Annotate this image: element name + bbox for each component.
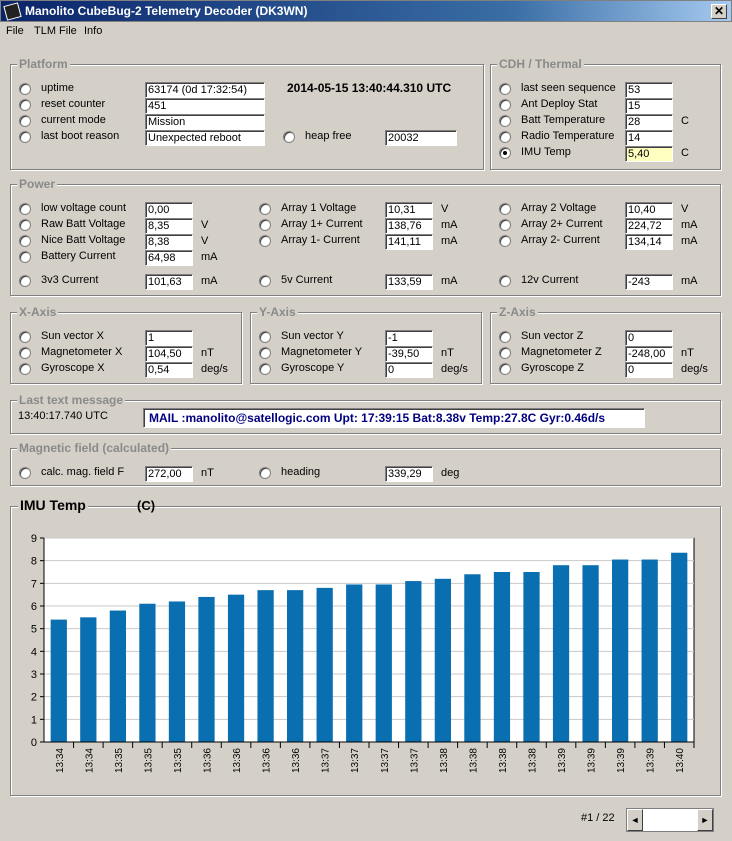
x-tick-label: 13:39: [586, 748, 598, 774]
bar: [110, 611, 126, 742]
sun-vector-z-field: 0: [625, 330, 673, 346]
nice-batt-voltage-field: 8,38: [145, 234, 193, 250]
magnetometer-x-field: 104,50: [145, 346, 193, 362]
chart-title: IMU Temp: [20, 497, 86, 513]
x-tick-label: 13:39: [557, 748, 569, 774]
title-bar: [0, 0, 732, 22]
scroll-right-button[interactable]: ►: [697, 809, 713, 831]
label-reset-counter: reset counter: [41, 98, 106, 110]
unit-ma: mA: [441, 275, 458, 287]
unit-v: V: [201, 219, 209, 231]
x-tick-label: 13:36: [291, 748, 303, 774]
radio-array2-plus-current[interactable]: [499, 219, 511, 231]
radio-reset-counter[interactable]: [19, 99, 31, 111]
unit-c: C: [681, 147, 689, 159]
group-title: Magnetic field (calculated): [19, 441, 170, 455]
x-tick-label: 13:34: [54, 748, 66, 774]
label-12v-current: 12v Current: [521, 274, 579, 286]
label-heading: heading: [281, 466, 321, 478]
radio-gyroscope-y[interactable]: [259, 363, 271, 375]
unit-nt: nT: [441, 347, 454, 359]
bar: [612, 560, 628, 742]
radio-last-boot-reason[interactable]: [19, 131, 31, 143]
group-title: Last text message: [19, 393, 124, 407]
label-uptime: uptime: [41, 82, 75, 94]
unit-ma: mA: [441, 219, 458, 231]
x-tick-label: 13:39: [645, 748, 657, 774]
y-tick-label: 7: [30, 578, 37, 591]
x-tick-label: 13:37: [320, 748, 332, 774]
label-array2-minus-current: Array 2- Current: [521, 234, 600, 246]
bar: [435, 579, 451, 742]
label-sun-vector-x: Sun vector X: [41, 330, 104, 342]
magnetometer-y-field: -39,50: [385, 346, 433, 362]
label-array2-voltage: Array 2 Voltage: [521, 202, 597, 214]
label-calc-mag-field: calc. mag. field F: [41, 466, 125, 478]
label-raw-batt-voltage: Raw Batt Voltage: [41, 218, 126, 230]
label-gyroscope-y: Gyroscope Y: [281, 362, 345, 374]
label-array1-plus-current: Array 1+ Current: [281, 218, 363, 230]
unit-nt: nT: [201, 467, 214, 479]
group-title: Y-Axis: [259, 305, 296, 319]
radio-heap-free[interactable]: [283, 131, 295, 143]
bar: [169, 601, 185, 742]
heading-field: 339,29: [385, 466, 433, 482]
bar: [346, 584, 362, 742]
label-5v-current: 5v Current: [281, 274, 333, 286]
label-array2-plus-current: Array 2+ Current: [521, 218, 603, 230]
radio-5v-current[interactable]: [259, 275, 271, 287]
last-message-time: 13:40:17.740 UTC: [18, 410, 108, 422]
radio-sun-vector-y[interactable]: [259, 331, 271, 343]
label-low-voltage-count: low voltage count: [41, 202, 126, 214]
bar: [257, 590, 273, 742]
x-tick-label: 13:36: [261, 748, 273, 774]
label-current-mode: current mode: [41, 114, 106, 126]
radio-array1-plus-current[interactable]: [259, 219, 271, 231]
array2-voltage-field: 10,40: [625, 202, 673, 218]
last-message-text: MAIL :manolito@satellogic.com Upt: 17:39:15 Bat:8.38v Temp:27.8C Gyr:0.46d/s: [143, 408, 645, 428]
radio-magnetometer-z[interactable]: [499, 347, 511, 359]
menu-file[interactable]: File: [6, 25, 24, 37]
x-tick-label: 13:37: [409, 748, 421, 774]
radio-raw-batt-voltage[interactable]: [19, 219, 31, 231]
bar: [51, 620, 67, 742]
unit-deg-s: deg/s: [681, 363, 708, 375]
group-title: Z-Axis: [499, 305, 536, 319]
bar: [80, 617, 96, 742]
window-title: Manolito CubeBug-2 Telemetry Decoder (DK3WN): [25, 4, 308, 18]
radio-batt-temperature[interactable]: [499, 115, 511, 127]
current-mode-field: Mission: [145, 114, 265, 130]
menu-bar: [0, 22, 732, 42]
low-voltage-count-field: 0,00: [145, 202, 193, 218]
last-boot-reason-field: Unexpected reboot: [145, 130, 265, 146]
label-gyroscope-z: Gyroscope Z: [521, 362, 584, 374]
x-tick-label: 13:38: [468, 748, 480, 774]
unit-deg-s: deg/s: [201, 363, 228, 375]
bar: [523, 572, 539, 742]
unit-ma: mA: [681, 235, 698, 247]
label-heap-free: heap free: [305, 130, 352, 142]
bar: [287, 590, 303, 742]
5v-current-field: 133,59: [385, 274, 433, 290]
unit-ma: mA: [201, 275, 218, 287]
unit-ma: mA: [681, 275, 698, 287]
bar: [139, 604, 155, 742]
array2-plus-current-field: 224,72: [625, 218, 673, 234]
array1-voltage-field: 10,31: [385, 202, 433, 218]
radio-array2-voltage[interactable]: [499, 203, 511, 215]
record-counter: #1 / 22: [581, 812, 615, 824]
x-tick-label: 13:34: [84, 748, 96, 774]
label-sun-vector-y: Sun vector Y: [281, 330, 344, 342]
bar: [671, 553, 687, 742]
bar: [553, 565, 569, 742]
radio-last-seen-sequence[interactable]: [499, 83, 511, 95]
bar: [494, 572, 510, 742]
array2-minus-current-field: 134,14: [625, 234, 673, 250]
label-sun-vector-z: Sun vector Z: [521, 330, 584, 342]
radio-uptime[interactable]: [19, 83, 31, 95]
label-ant-deploy-stat: Ant Deploy Stat: [521, 98, 598, 110]
y-tick-label: 6: [30, 601, 37, 613]
bar: [376, 584, 392, 742]
unit-ma: mA: [201, 251, 218, 263]
label-3v3-current: 3v3 Current: [41, 274, 99, 286]
raw-batt-voltage-field: 8,35: [145, 218, 193, 234]
ant-deploy-stat-field: 15: [625, 98, 673, 114]
radio-array1-minus-current[interactable]: [259, 235, 271, 247]
radio-sun-vector-x[interactable]: [19, 331, 31, 343]
label-batt-temperature: Batt Temperature: [521, 114, 606, 126]
unit-c: C: [681, 115, 689, 127]
y-tick-label: 3: [30, 669, 37, 681]
radio-current-mode[interactable]: [19, 115, 31, 127]
y-tick-label: 8: [30, 555, 37, 568]
group-title: Platform: [19, 57, 68, 71]
12v-current-field: -243: [625, 274, 673, 290]
unit-nt: nT: [681, 347, 694, 359]
reset-counter-field: 451: [145, 98, 265, 114]
heap-free-field: 20032: [385, 130, 457, 146]
y-tick-label: 4: [30, 646, 37, 659]
gyroscope-y-field: 0: [385, 362, 433, 378]
menu-tlm-file[interactable]: TLM File: [34, 25, 77, 37]
label-radio-temperature: Radio Temperature: [521, 130, 615, 142]
3v3-current-field: 101,63: [145, 274, 193, 290]
bar: [582, 565, 598, 742]
x-tick-label: 13:39: [616, 748, 628, 774]
x-tick-label: 13:37: [379, 748, 391, 774]
bar: [642, 560, 658, 742]
x-tick-label: 13:38: [497, 748, 509, 774]
scroll-left-button[interactable]: ◄: [627, 809, 643, 831]
x-tick-label: 13:35: [113, 748, 125, 774]
radio-radio-temperature[interactable]: [499, 131, 511, 143]
radio-array2-minus-current[interactable]: [499, 235, 511, 247]
group-title: X-Axis: [19, 305, 57, 319]
label-last-boot-reason: last boot reason: [41, 130, 120, 142]
imu-temp-field: 5,40: [625, 146, 673, 162]
radio-sun-vector-z[interactable]: [499, 331, 511, 343]
x-tick-label: 13:38: [527, 748, 539, 774]
x-tick-label: 13:38: [438, 748, 450, 774]
y-tick-label: 5: [30, 623, 37, 636]
record-scrollbar[interactable]: [626, 808, 714, 832]
imu-temp-chart: [14, 520, 714, 790]
unit-v: V: [441, 203, 449, 215]
x-tick-label: 13:36: [202, 748, 214, 774]
unit-deg: deg: [441, 467, 460, 479]
array1-minus-current-field: 141,11: [385, 234, 433, 250]
battery-current-field: 64,98: [145, 250, 193, 266]
unit-deg-s: deg/s: [441, 363, 468, 375]
y-tick-label: 0: [30, 737, 37, 749]
uptime-field: 63174 (0d 17:32:54): [145, 82, 265, 98]
label-battery-current: Battery Current: [41, 250, 116, 262]
y-tick-label: 2: [30, 691, 37, 704]
x-tick-label: 13:40: [675, 748, 687, 774]
label-last-seen-sequence: last seen sequence: [521, 82, 616, 94]
label-imu-temp: IMU Temp: [521, 146, 571, 158]
x-tick-label: 13:35: [143, 748, 155, 774]
radio-12v-current[interactable]: [499, 275, 511, 287]
label-magnetometer-y: Magnetometer Y: [281, 346, 363, 358]
radio-gyroscope-z[interactable]: [499, 363, 511, 375]
bar: [228, 595, 244, 742]
y-tick-label: 1: [30, 714, 37, 727]
unit-nt: nT: [201, 347, 214, 359]
group-title: CDH / Thermal: [499, 57, 582, 71]
radio-3v3-current[interactable]: [19, 275, 31, 287]
calc-mag-field-field: 272,00: [145, 466, 193, 482]
bar: [464, 574, 480, 742]
radio-array1-voltage[interactable]: [259, 203, 271, 215]
label-array1-minus-current: Array 1- Current: [281, 234, 360, 246]
unit-ma: mA: [441, 235, 458, 247]
radio-gyroscope-x[interactable]: [19, 363, 31, 375]
radio-calc-mag-field[interactable]: [19, 467, 31, 479]
close-button[interactable]: ✕: [711, 4, 727, 19]
gyroscope-x-field: 0,54: [145, 362, 193, 378]
unit-v: V: [681, 203, 689, 215]
radio-battery-current[interactable]: [19, 251, 31, 263]
label-magnetometer-x: Magnetometer X: [41, 346, 123, 358]
label-gyroscope-x: Gyroscope X: [41, 362, 105, 374]
radio-low-voltage-count[interactable]: [19, 203, 31, 215]
array1-plus-current-field: 138,76: [385, 218, 433, 234]
radio-ant-deploy-stat[interactable]: [499, 99, 511, 111]
radio-magnetometer-y[interactable]: [259, 347, 271, 359]
unit-v: V: [201, 235, 209, 247]
sun-vector-y-field: -1: [385, 330, 433, 346]
sun-vector-x-field: 1: [145, 330, 193, 346]
last-seen-sequence-field: 53: [625, 82, 673, 98]
radio-magnetometer-x[interactable]: [19, 347, 31, 359]
radio-temperature-field: 14: [625, 130, 673, 146]
x-tick-label: 13:36: [232, 748, 244, 774]
label-nice-batt-voltage: Nice Batt Voltage: [41, 234, 126, 246]
y-tick-label: 9: [30, 533, 37, 545]
bar: [317, 588, 333, 742]
x-tick-label: 13:37: [350, 748, 362, 774]
bar: [405, 581, 421, 742]
app-icon: [3, 2, 21, 20]
menu-info[interactable]: Info: [84, 25, 103, 37]
radio-heading[interactable]: [259, 467, 271, 479]
x-tick-label: 13:35: [172, 748, 184, 774]
radio-imu-temp[interactable]: [499, 147, 511, 159]
bar: [198, 597, 214, 742]
batt-temperature-field: 28: [625, 114, 673, 130]
label-array1-voltage: Array 1 Voltage: [281, 202, 357, 214]
chart-unit: (C): [137, 498, 156, 513]
group-title: Power: [19, 177, 56, 191]
unit-ma: mA: [681, 219, 698, 231]
gyroscope-z-field: 0: [625, 362, 673, 378]
radio-nice-batt-voltage[interactable]: [19, 235, 31, 247]
telemetry-timestamp: 2014-05-15 13:40:44.310 UTC: [287, 81, 452, 95]
label-magnetometer-z: Magnetometer Z: [521, 346, 602, 358]
magnetometer-z-field: -248,00: [625, 346, 673, 362]
